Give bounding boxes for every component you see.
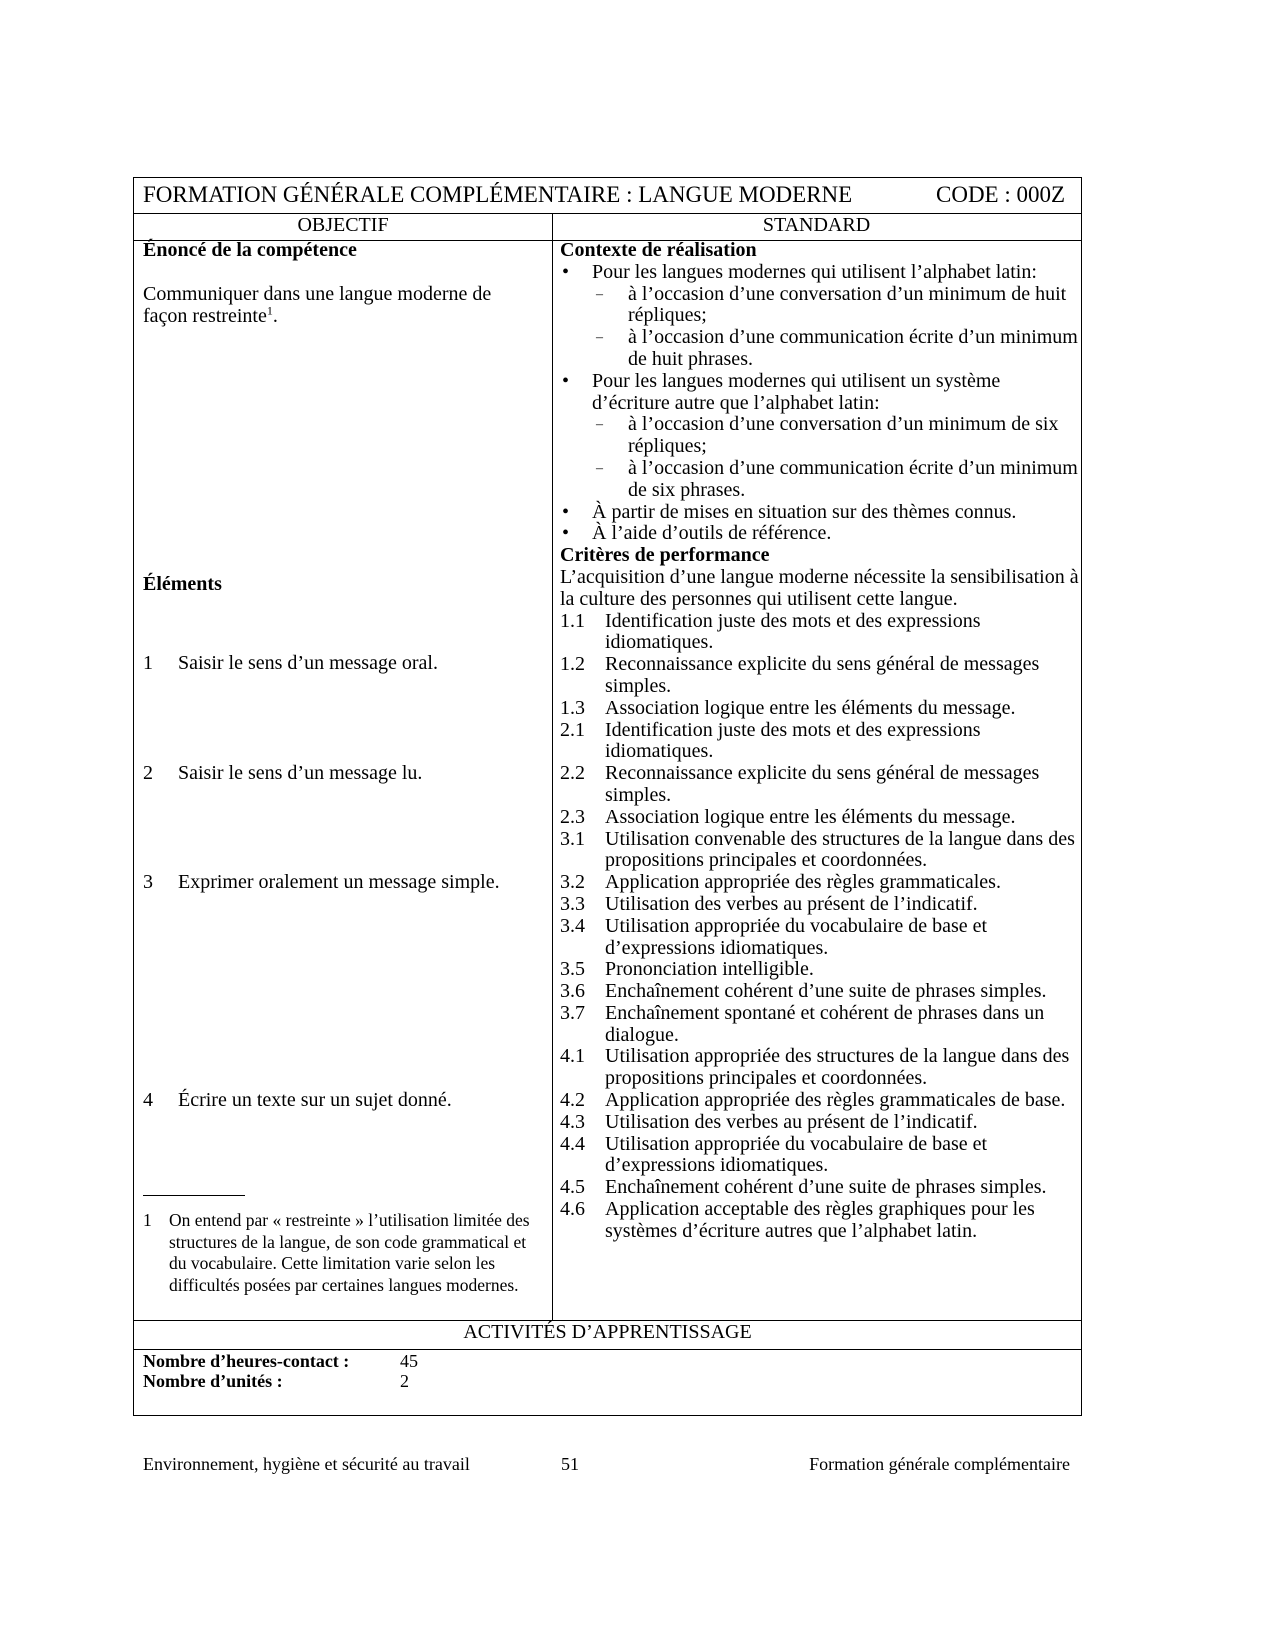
critere-number: 2.3 bbox=[560, 805, 585, 828]
unites-label: Nombre d’unités : bbox=[143, 1371, 283, 1391]
critere-item bbox=[560, 1199, 1082, 1243]
critere-text: Reconnaissance explicite du sens général de messages simples. bbox=[605, 762, 1040, 806]
critere-number: 3.2 bbox=[560, 871, 585, 894]
critere-number: 3.4 bbox=[560, 914, 585, 937]
contexte-subitem: – à l’occasion d’une communication écrite d’un minimum de huit phrases. bbox=[560, 327, 1082, 371]
critere-item bbox=[560, 1090, 1082, 1112]
critere-text: Enchaînement cohérent d’une suite de phrases simples. bbox=[605, 1176, 1047, 1199]
critere-text: Application appropriée des règles grammaticales. bbox=[605, 871, 1001, 894]
critere-text: Identification juste des mots et des expressions idiomatiques. bbox=[605, 609, 981, 654]
element-number: 1 bbox=[143, 652, 153, 674]
critere-item bbox=[560, 916, 1082, 960]
contexte-subitem: – à l’occasion d’une conversation d’un minimum de huit répliques; bbox=[560, 284, 1082, 328]
footnote-ref: 1 bbox=[266, 303, 273, 318]
critere-text: Application acceptable des règles graphiques pour les systèmes d’écriture autres que l’alphabet latin. bbox=[605, 1198, 1035, 1242]
critere-text: Utilisation appropriée du vocabulaire de base et d’expressions idiomatiques. bbox=[605, 914, 988, 959]
element-number: 3 bbox=[143, 871, 153, 893]
element-item bbox=[143, 1090, 452, 1112]
critere-number: 2.1 bbox=[560, 718, 585, 741]
critere-number: 4.2 bbox=[560, 1089, 585, 1112]
critere-item bbox=[560, 1112, 1082, 1134]
critere-item bbox=[560, 981, 1082, 1003]
element-item bbox=[143, 763, 422, 785]
critere-number: 3.7 bbox=[560, 1001, 585, 1024]
page-title: FORMATION GÉNÉRALE COMPLÉMENTAIRE : LANGUE MODERNE bbox=[143, 182, 853, 207]
critere-number: 3.3 bbox=[560, 892, 585, 915]
critere-text: Utilisation appropriée du vocabulaire de base et d’expressions idiomatiques. bbox=[605, 1132, 988, 1177]
critere-text: Identification juste des mots et des expressions idiomatiques. bbox=[605, 718, 981, 763]
footnote-number: 1 bbox=[143, 1210, 152, 1230]
critere-text: Utilisation des verbes au présent de l’indicatif. bbox=[605, 1110, 978, 1133]
critere-text: Utilisation convenable des structures de la langue dans des propositions principales et coordonnées. bbox=[605, 827, 1075, 872]
critere-number: 4.3 bbox=[560, 1110, 585, 1133]
contexte-subitem: – à l’occasion d’une communication écrite d’un minimum de six phrases. bbox=[560, 458, 1082, 502]
element-text: Exprimer oralement un message simple. bbox=[178, 871, 500, 893]
contexte-item: • Pour les langues modernes qui utilisent l’alphabet latin: bbox=[560, 262, 1082, 284]
critere-item bbox=[560, 829, 1082, 873]
contexte-item: • À partir de mises en situation sur des thèmes connus. bbox=[560, 502, 1082, 524]
element-text: Écrire un texte sur un sujet donné. bbox=[178, 1089, 452, 1111]
column-header-standard: STANDARD bbox=[762, 214, 871, 236]
footnote bbox=[143, 1210, 548, 1296]
element-item bbox=[143, 653, 438, 675]
critere-number: 1.1 bbox=[560, 609, 585, 632]
page-number: 51 bbox=[561, 1454, 579, 1474]
critere-item bbox=[560, 698, 1082, 720]
critere-text: Association logique entre les éléments du message. bbox=[605, 805, 1016, 828]
contexte-item: • Pour les langues modernes qui utilisent un système d’écriture autre que l’alphabet latin: bbox=[560, 371, 1082, 415]
critere-number: 3.5 bbox=[560, 958, 585, 981]
activites-heading: ACTIVITÉS D’APPRENTISSAGE bbox=[463, 1321, 752, 1343]
critere-number: 4.5 bbox=[560, 1176, 585, 1199]
critere-number: 1.3 bbox=[560, 696, 585, 719]
criteres-intro: L’acquisition d’une langue moderne nécessite la sensibilisation à la culture des personnes qui utilisent cette langue. bbox=[560, 565, 1079, 610]
footer-left: Environnement, hygiène et sécurité au travail bbox=[143, 1454, 470, 1474]
standard-column bbox=[560, 240, 1082, 1243]
critere-item bbox=[560, 872, 1082, 894]
unites-value: 2 bbox=[400, 1371, 409, 1391]
critere-text: Enchaînement cohérent d’une suite de phrases simples. bbox=[605, 980, 1047, 1003]
critere-item bbox=[560, 763, 1082, 807]
critere-text: Utilisation appropriée des structures de la langue dans des propositions principales et coordonnées. bbox=[605, 1045, 1070, 1090]
enonce-text: Communiquer dans une langue moderne de façon restreinte$^1$. bbox=[143, 283, 492, 327]
criteres-heading: Critères de performance bbox=[560, 544, 770, 567]
elements-heading: Éléments bbox=[143, 573, 222, 595]
critere-text: Association logique entre les éléments du message. bbox=[605, 696, 1016, 719]
footnote-separator bbox=[143, 1195, 245, 1196]
critere-number: 4.4 bbox=[560, 1132, 585, 1155]
critere-number: 3.6 bbox=[560, 980, 585, 1003]
heures-label: Nombre d’heures-contact : bbox=[143, 1351, 350, 1371]
critere-item bbox=[560, 1134, 1082, 1178]
critere-item bbox=[560, 894, 1082, 916]
element-text: Saisir le sens d’un message lu. bbox=[178, 762, 423, 784]
element-text: Saisir le sens d’un message oral. bbox=[178, 652, 438, 674]
course-code: CODE : 000Z bbox=[936, 182, 1066, 207]
critere-number: 3.1 bbox=[560, 827, 585, 850]
critere-item bbox=[560, 807, 1082, 829]
critere-text: Enchaînement spontané et cohérent de phrases dans un dialogue. bbox=[605, 1001, 1045, 1046]
critere-item bbox=[560, 720, 1082, 764]
contexte-subitem: – à l’occasion d’une conversation d’un minimum de six répliques; bbox=[560, 414, 1082, 458]
contexte-heading: Contexte de réalisation bbox=[560, 239, 757, 261]
critere-number: 1.2 bbox=[560, 653, 585, 676]
critere-number: 2.2 bbox=[560, 762, 585, 785]
critere-text: Utilisation des verbes au présent de l’indicatif. bbox=[605, 892, 978, 915]
critere-text: Prononciation intelligible. bbox=[605, 958, 814, 981]
critere-text: Application appropriée des règles grammaticales de base. bbox=[605, 1089, 1066, 1112]
critere-item bbox=[560, 1177, 1082, 1199]
critere-item bbox=[560, 1003, 1082, 1047]
column-header-objectif: OBJECTIF bbox=[297, 214, 389, 236]
critere-item bbox=[560, 654, 1082, 698]
critere-number: 4.1 bbox=[560, 1045, 585, 1068]
heures-value: 45 bbox=[400, 1351, 418, 1371]
critere-text: Reconnaissance explicite du sens général de messages simples. bbox=[605, 653, 1040, 697]
footer-right: Formation générale complémentaire bbox=[809, 1454, 1070, 1474]
footnote-text: On entend par « restreinte » l’utilisation limitée des structures de la langue, de son code grammatical et du vocabulaire. Cette limitation varie selon les difficultés posées par certaines langues modernes. bbox=[169, 1210, 530, 1295]
contexte-item: • À l’aide d’outils de référence. bbox=[560, 523, 1082, 545]
element-number: 4 bbox=[143, 1089, 153, 1111]
enonce-heading: Énoncé de la compétence bbox=[143, 239, 357, 261]
element-item bbox=[143, 872, 500, 894]
critere-item bbox=[560, 1046, 1082, 1090]
critere-item bbox=[560, 611, 1082, 655]
critere-item bbox=[560, 959, 1082, 981]
critere-number: 4.6 bbox=[560, 1198, 585, 1221]
element-number: 2 bbox=[143, 762, 153, 784]
criteres-list bbox=[560, 611, 1082, 1243]
enonce-text-body: Communiquer dans une langue moderne de façon restreinte bbox=[143, 283, 492, 327]
